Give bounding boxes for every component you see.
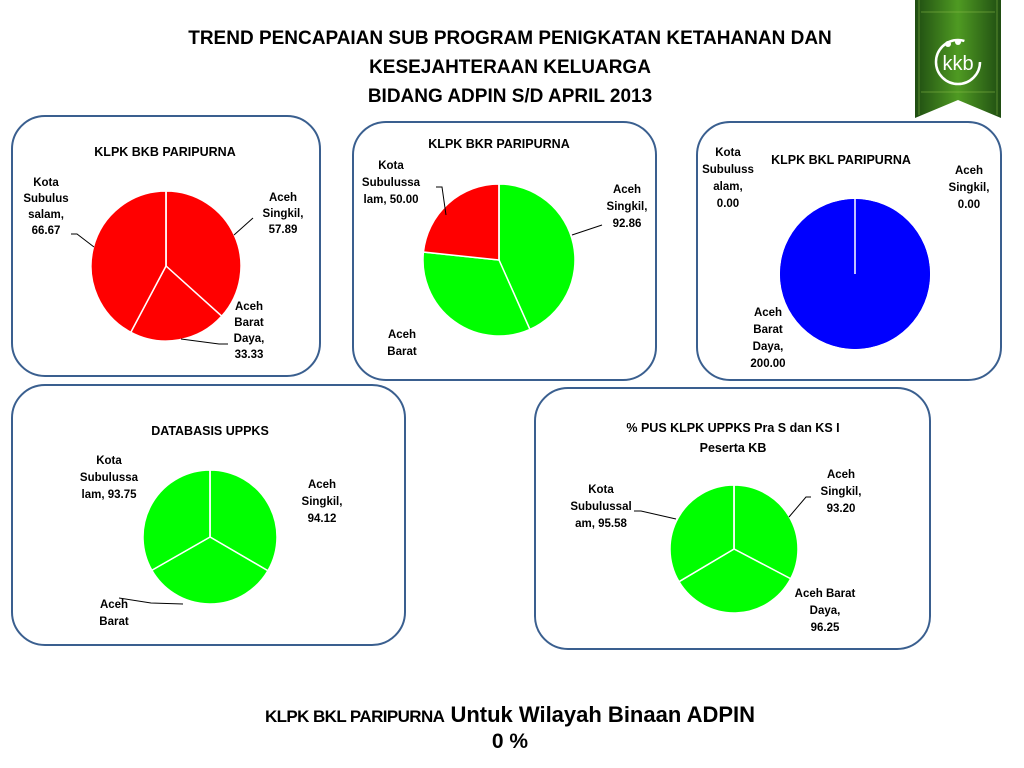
- pie-chart-bkr: [354, 123, 657, 381]
- label-aceh-singkil: Aceh Singkil, 93.20: [820, 469, 862, 515]
- label-kota-subulussalam: Kota Subulus salam, 66.67: [23, 177, 69, 237]
- leader-line: [634, 511, 676, 519]
- leader-line: [572, 225, 602, 235]
- title-line-3: BIDANG ADPIN S/D APRIL 2013: [367, 86, 653, 107]
- label-aceh-singkil: Aceh Singkil, 57.89: [262, 192, 304, 236]
- chart-title: KLPK BKL PARIPURNA: [771, 153, 911, 167]
- chart-title: KLPK BKR PARIPURNA: [428, 137, 570, 151]
- footer-note: [150, 702, 870, 754]
- pie-chart-databasis: [13, 386, 406, 646]
- leader-line: [181, 339, 228, 344]
- footer-value: 0 %: [491, 730, 529, 753]
- leader-line: [119, 598, 183, 604]
- footer-small-label: KLPK BKL PARIPURNA: [264, 707, 445, 726]
- label-aceh-barat-daya: Aceh Barat Daya, 96.25: [794, 588, 856, 634]
- pie-chart-bkb: [13, 117, 321, 377]
- label-kota-subulussalam: Kota Subulussa lam, 50.00: [361, 160, 421, 206]
- label-kota-subulussalam: Kota Subulussa lam, 93.75: [79, 455, 139, 501]
- pie-slice: [423, 184, 499, 260]
- label-aceh-barat-daya: Aceh Barat Daya, 33.33: [233, 301, 265, 361]
- label-aceh-singkil: Aceh Singkil, 92.86: [606, 184, 648, 230]
- chart-title: DATABASIS UPPKS: [151, 424, 269, 438]
- label-aceh-barat: Aceh Barat: [387, 329, 417, 358]
- footer-main-label: Untuk Wilayah Binaan ADPIN: [444, 702, 756, 727]
- slide-title: [110, 24, 910, 111]
- label-kota-subulussalam: Kota Subulussal am, 95.58: [570, 484, 632, 530]
- leader-line: [789, 497, 811, 517]
- title-line-1: TREND PENCAPAIAN SUB PROGRAM PENIGKATAN KETAHANAN DAN: [188, 28, 832, 49]
- leader-line: [71, 234, 94, 247]
- chart-panel-pus: [534, 387, 931, 650]
- chart-title: KLPK BKB PARIPURNA: [94, 145, 236, 159]
- kkb-logo: [915, 0, 1001, 122]
- chart-panel-databasis: [11, 384, 406, 646]
- pie-chart-bkl: [698, 123, 1002, 381]
- chart-panel-bkr: [352, 121, 657, 381]
- title-line-2: KESEJAHTERAAN KELUARGA: [369, 57, 651, 78]
- logo-text: kkb: [942, 53, 974, 75]
- leader-line: [234, 218, 253, 235]
- label-aceh-barat-daya: Aceh Barat Daya, 200.00: [750, 307, 786, 370]
- chart-panel-bkl: [696, 121, 1002, 381]
- label-aceh-singkil: Aceh Singkil, 94.12: [301, 479, 343, 525]
- label-kota-subulussalam: Kota Subuluss alam, 0.00: [702, 147, 754, 210]
- label-aceh-singkil: Aceh Singkil, 0.00: [948, 165, 990, 211]
- chart-title: % PUS KLPK UPPKS Pra S dan KS I Peserta KB: [626, 421, 840, 455]
- chart-panel-bkb: [11, 115, 321, 377]
- label-aceh-barat: Aceh Barat: [99, 599, 129, 628]
- pie-chart-pus: [536, 389, 931, 650]
